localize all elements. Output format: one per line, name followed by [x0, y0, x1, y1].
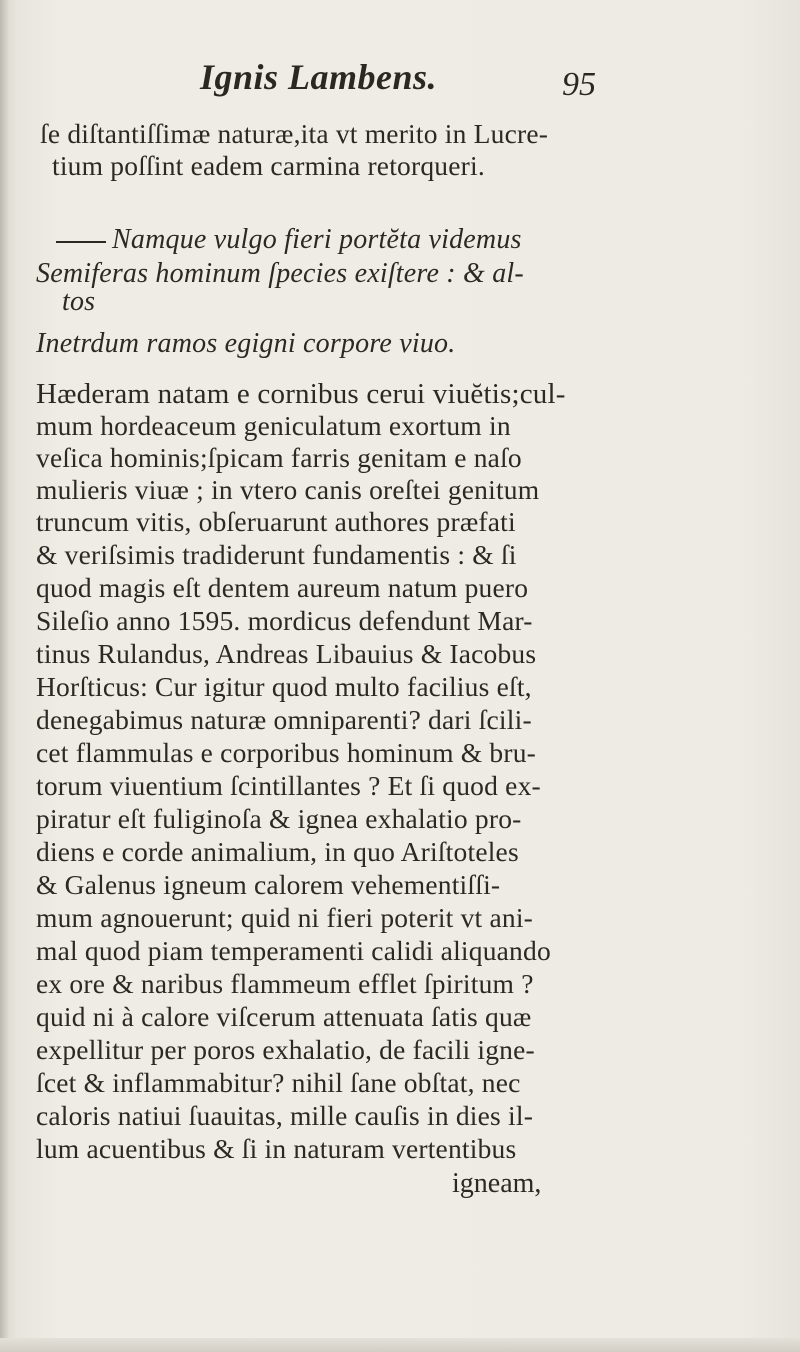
verse-line: Inetrdum ramos egigni corpore viuo. [36, 328, 456, 359]
em-dash [56, 241, 106, 243]
page-number: 95 [562, 66, 596, 103]
text-line: ſe diſtantiſſimæ naturæ,ita vt merito in Lucre- [40, 118, 549, 149]
verse-line [56, 224, 522, 256]
paragraph-line: & Galenus igneum calorem vehementiſſi- [36, 869, 501, 900]
paragraph-line: diens e corde animalium, in quo Ariſtoteles [36, 836, 519, 867]
page-header [0, 52, 800, 112]
paragraph-line: lum acuentibus & ſi in naturam vertentibus [36, 1133, 517, 1164]
paragraph-line: tinus Rulandus, Andreas Libauius & Iacobus [36, 638, 537, 669]
paragraph-line: mum agnouerunt; quid ni fieri poterit vt ani- [36, 902, 534, 933]
paragraph-line: piratur eſt fuliginoſa & ignea exhalatio pro- [36, 803, 522, 834]
paragraph-line: quod magis eſt dentem aureum natum puero [36, 572, 529, 603]
text-line: tium poſſint eadem carmina retorqueri. [52, 150, 485, 181]
paragraph-line: quid ni à calore viſcerum attenuata ſatis quæ [36, 1001, 532, 1032]
running-title: Ignis Lambens. [200, 57, 438, 97]
page-bottom-edge [0, 1338, 800, 1352]
paragraph-line: expellitur per poros exhalatio, de facili igne- [36, 1034, 535, 1065]
paragraph-line: Hæderam natam e cornibus cerui viuĕtis;cul- [36, 378, 566, 410]
paragraph-line: ſcet & inflammabitur? nihil ſane obſtat, nec [36, 1067, 521, 1098]
paragraph-line: & veriſsimis tradiderunt fundamentis : & ſi [36, 539, 517, 570]
page-binding-edge [0, 0, 8, 1352]
paragraph-line: cet flammulas e corporibus hominum & bru- [36, 737, 537, 768]
paragraph-line: truncum vitis, obſeruarunt authores præfati [36, 506, 516, 537]
paragraph-line: Horſticus: Cur igitur quod multo facilius eſt, [36, 671, 532, 702]
paragraph-line: veſica hominis;ſpicam farris genitam e naſo [36, 442, 522, 473]
verse-line: Semiferas hominum ſpecies exiſtere : & al- [36, 258, 524, 289]
paragraph-line: mum hordeaceum geniculatum exortum in [36, 410, 511, 441]
paragraph-line: caloris natiui ſuauitas, mille cauſis in dies il- [36, 1100, 534, 1131]
paragraph-line: mulieris viuæ ; in vtero canis oreſtei genitum [36, 474, 540, 505]
verse-line: tos [62, 286, 96, 317]
catchword: igneam, [452, 1168, 542, 1199]
paragraph-line: ex ore & naribus flammeum efflet ſpiritum ? [36, 968, 534, 999]
paragraph-line: mal quod piam temperamenti calidi aliquando [36, 935, 551, 966]
paragraph-line: Sileſio anno 1595. mordicus defendunt Mar- [36, 605, 533, 636]
paragraph-line: denegabimus naturæ omniparenti? dari ſcili- [36, 704, 532, 735]
paragraph-line: torum viuentium ſcintillantes ? Et ſi quod ex- [36, 770, 541, 801]
verse-line-text: Namque vulgo fieri portĕta videmus [112, 224, 522, 255]
